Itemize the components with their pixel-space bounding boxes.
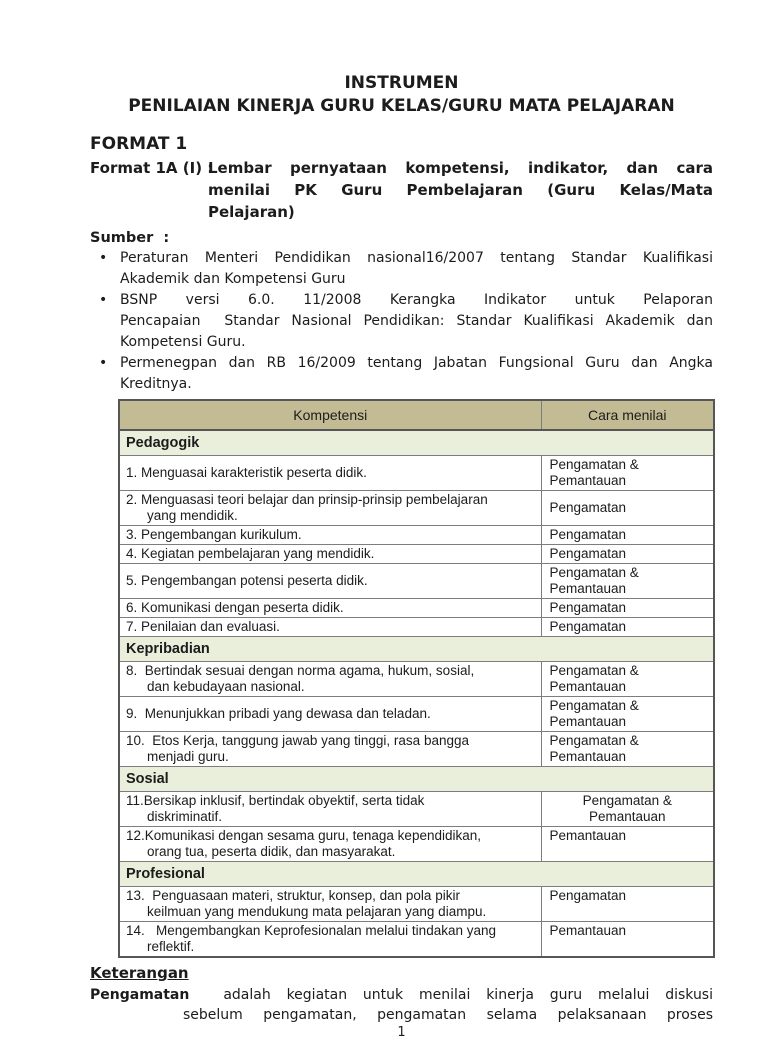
- kompetensi-cell: [119, 456, 541, 491]
- format-description: [90, 157, 713, 223]
- cara-menilai-line: Pengamatan &: [549, 698, 639, 713]
- kompetensi-line: 9. Menunjukkan pribadi yang dewasa dan teladan.: [126, 706, 431, 721]
- cara-menilai-cell: [541, 599, 714, 618]
- cara-menilai-cell: [541, 792, 714, 827]
- title-line-2: PENILAIAN KINERJA GURU KELAS/GURU MATA PELAJARAN: [128, 96, 675, 116]
- sumber-heading-colon: :: [153, 230, 170, 246]
- cara-menilai-line: Pemantauan: [588, 809, 666, 824]
- format-description-text: [208, 157, 713, 223]
- keterangan-heading: Keterangan: [90, 964, 189, 982]
- pengamatan-term: Pengamatan: [90, 987, 190, 1003]
- kompetensi-line: diskriminatif.: [147, 809, 223, 824]
- kompetensi-line: 10. Etos Kerja, tanggung jawab yang tinggi, rasa bangga: [126, 733, 469, 748]
- kompetensi-line: 8. Bertindak sesuai dengan norma agama, hukum, sosial,: [126, 663, 475, 678]
- kompetensi-cell: [119, 545, 541, 564]
- cara-menilai-cell: [541, 545, 714, 564]
- section-name: Sosial: [119, 767, 714, 792]
- kompetensi-line: yang mendidik.: [147, 508, 238, 523]
- cara-menilai-line: Pengamatan: [549, 619, 627, 634]
- cara-menilai-line: Pengamatan: [549, 500, 627, 515]
- cara-menilai-line: Pemantauan: [549, 828, 627, 843]
- kompetensi-column-header: Kompetensi: [119, 400, 541, 430]
- sumber-item-line: Peraturan Menteri Pendidikan nasional16/2007 tentang Standar Kualifikasi: [120, 250, 713, 266]
- table-row: [119, 618, 714, 637]
- cara-menilai-line: Pemantauan: [549, 749, 627, 764]
- kompetensi-line: 2. Menguasasi teori belajar dan prinsip-prinsip pembelajaran: [126, 492, 488, 507]
- section-row: [119, 637, 714, 662]
- kompetensi-line: 13. Penguasaan materi, struktur, konsep, dan pola pikir: [126, 888, 460, 903]
- cara-menilai-cell: [541, 922, 714, 958]
- table-row: [119, 697, 714, 732]
- cara-menilai-line: Pemantauan: [549, 473, 627, 488]
- sumber-item-line: Kompetensi Guru.: [120, 334, 246, 350]
- bullet-icon: •: [99, 250, 108, 266]
- section-name: Pedagogik: [119, 430, 714, 456]
- kompetensi-line: keilmuan yang mendukung mata pelajaran yang diampu.: [147, 904, 487, 919]
- kompetensi-line: orang tua, peserta didik, dan masyarakat.: [147, 844, 396, 859]
- page-number: 1: [397, 1025, 406, 1040]
- kompetensi-cell: [119, 922, 541, 958]
- kompetensi-line: 1. Menguasai karakteristik peserta didik.: [126, 465, 367, 480]
- pengamatan-definition: [90, 985, 713, 1025]
- definition-line-1: [90, 985, 713, 1005]
- section-row: [119, 430, 714, 456]
- table-row: [119, 599, 714, 618]
- kompetensi-cell: [119, 792, 541, 827]
- kompetensi-cell: [119, 887, 541, 922]
- sumber-heading-label: Sumber: [90, 230, 154, 246]
- format-heading: FORMAT 1: [90, 134, 188, 154]
- cara-menilai-cell: [541, 662, 714, 697]
- kompetensi-line: 12.Komunikasi dengan sesama guru, tenaga kependidikan,: [126, 828, 481, 843]
- definition-line-2: sebelum pengamatan, pengamatan selama pelaksanaan proses: [183, 1007, 713, 1023]
- table-row: [119, 792, 714, 827]
- bullet-icon: •: [99, 292, 108, 308]
- kompetensi-cell: [119, 618, 541, 637]
- cara-menilai-cell: [541, 887, 714, 922]
- cara-menilai-cell: [541, 827, 714, 862]
- kompetensi-cell: [119, 564, 541, 599]
- cara-menilai-line: Pemantauan: [549, 581, 627, 596]
- cara-menilai-line: Pengamatan &: [582, 793, 672, 808]
- cara-menilai-cell: [541, 618, 714, 637]
- sumber-item-line: Akademik dan Kompetensi Guru: [120, 271, 346, 287]
- cara-menilai-cell: [541, 491, 714, 526]
- table-row: [119, 662, 714, 697]
- format-description-line: menilai PK Guru Pembelajaran (Guru Kelas/Mata: [208, 181, 713, 199]
- section-row: [119, 862, 714, 887]
- kompetensi-line: 14. Mengembangkan Keprofesionalan melalui tindakan yang: [126, 923, 496, 938]
- competency-table: [118, 399, 715, 958]
- kompetensi-cell: [119, 827, 541, 862]
- table-row: [119, 732, 714, 767]
- competency-table-body: [119, 430, 714, 957]
- bullet-icon: •: [99, 355, 108, 371]
- sumber-item: [90, 353, 713, 395]
- table-row: [119, 887, 714, 922]
- title-line-1: INSTRUMEN: [344, 73, 459, 93]
- table-row: [119, 526, 714, 545]
- cara-menilai-line: Pengamatan: [549, 888, 627, 903]
- table-row: [119, 564, 714, 599]
- sumber-heading: [90, 228, 713, 248]
- kompetensi-cell: [119, 697, 541, 732]
- cara-menilai-line: Pemantauan: [549, 923, 627, 938]
- kompetensi-line: 4. Kegiatan pembelajaran yang mendidik.: [126, 546, 375, 561]
- cara-menilai-column-header: Cara menilai: [541, 400, 714, 430]
- section-row: [119, 767, 714, 792]
- document-title: [90, 72, 713, 118]
- kompetensi-cell: [119, 599, 541, 618]
- kompetensi-line: menjadi guru.: [147, 749, 229, 764]
- kompetensi-cell: [119, 491, 541, 526]
- cara-menilai-line: Pengamatan: [549, 527, 627, 542]
- section-name: Profesional: [119, 862, 714, 887]
- section-name: Kepribadian: [119, 637, 714, 662]
- sumber-item-line: Kreditnya.: [120, 376, 192, 392]
- kompetensi-line: 11.Bersikap inklusif, bertindak obyektif, serta tidak: [126, 793, 425, 808]
- sumber-item-line: Pencapaian Standar Nasional Pendidikan: Standar Kualifikasi Akademik dan: [120, 313, 713, 329]
- kompetensi-line: reflektif.: [147, 939, 195, 954]
- table-row: [119, 922, 714, 958]
- kompetensi-line: 6. Komunikasi dengan peserta didik.: [126, 600, 344, 615]
- sumber-list: [90, 248, 713, 395]
- kompetensi-cell: [119, 732, 541, 767]
- sumber-item-line: Permenegpan dan RB 16/2009 tentang Jabatan Fungsional Guru dan Angka: [120, 355, 713, 371]
- kompetensi-line: 7. Penilaian dan evaluasi.: [126, 619, 280, 634]
- table-row: [119, 456, 714, 491]
- cara-menilai-cell: [541, 564, 714, 599]
- table-row: [119, 827, 714, 862]
- cara-menilai-line: Pemantauan: [549, 679, 627, 694]
- table-row: [119, 491, 714, 526]
- cara-menilai-cell: [541, 526, 714, 545]
- kompetensi-line: dan kebudayaan nasional.: [147, 679, 305, 694]
- cara-menilai-cell: [541, 456, 714, 491]
- kompetensi-line: 5. Pengembangan potensi peserta didik.: [126, 573, 368, 588]
- kompetensi-cell: [119, 662, 541, 697]
- sumber-item: [90, 248, 713, 290]
- format-label: Format 1A (I) :: [90, 159, 214, 177]
- cara-menilai-line: Pengamatan &: [549, 565, 639, 580]
- definition-text: adalah kegiatan untuk menilai kinerja guru melalui diskusi: [223, 987, 713, 1003]
- format-description-line: Lembar pernyataan kompetensi, indikator, dan cara: [208, 159, 713, 177]
- table-row: [119, 545, 714, 564]
- kompetensi-cell: [119, 526, 541, 545]
- cara-menilai-cell: [541, 732, 714, 767]
- cara-menilai-line: Pengamatan &: [549, 733, 639, 748]
- cara-menilai-line: Pengamatan: [549, 546, 627, 561]
- cara-menilai-line: Pengamatan &: [549, 663, 639, 678]
- cara-menilai-line: Pemantauan: [549, 714, 627, 729]
- sumber-item: [90, 290, 713, 353]
- cara-menilai-cell: [541, 697, 714, 732]
- cara-menilai-line: Pengamatan: [549, 600, 627, 615]
- cara-menilai-line: Pengamatan &: [549, 457, 639, 472]
- table-header-row: [119, 400, 714, 430]
- kompetensi-line: 3. Pengembangan kurikulum.: [126, 527, 302, 542]
- sumber-item-line: BSNP versi 6.0. 11/2008 Kerangka Indikator untuk Pelaporan: [120, 292, 713, 308]
- format-description-line: Pelajaran): [208, 203, 295, 221]
